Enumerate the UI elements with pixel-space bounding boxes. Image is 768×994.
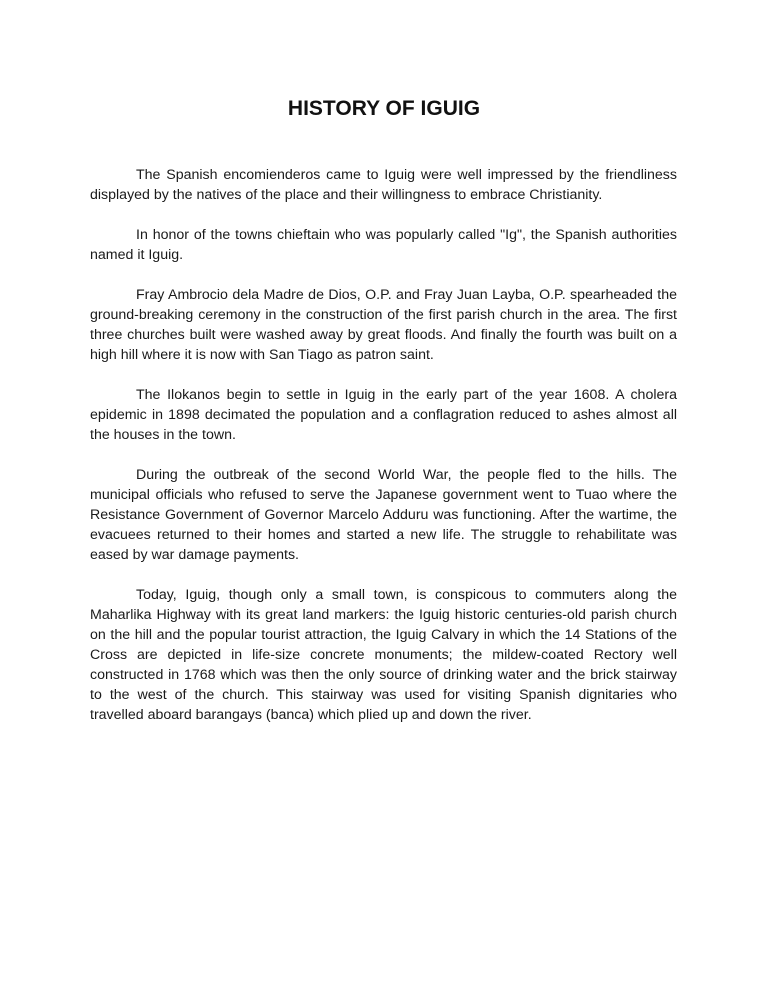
page-title: HISTORY OF IGUIG <box>287 97 481 120</box>
paragraph-parish-church: Fray Ambrocio dela Madre de Dios, O.P. and Fray Juan Layba, O.P. spearheaded the ground-breaking ceremony in the construction of the first parish church in the area. The first three churches built were washed away by great floods. And finally the fourth was built on a high hill where it is now with San Tiago as patron saint. <box>90 287 677 363</box>
paragraph-landmarks: Today, Iguig, though only a small town, is conspicous to commuters along the Maharlika Highway with its great land markers: the Iguig historic centuries-old parish church on the hill and the popular tourist attraction, the Iguig Calvary in which the 14 Stations of the Cross are depicted in life-size concrete monuments; the mildew-coated Rectory well constructed in 1768 which was then the only source of drinking water and the brick stairway to the west of the church. This stairway was used for visiting Spanish dignitaries who travelled aboard barangays (banca) which plied up and down the river. <box>90 587 677 723</box>
document-body <box>90 165 677 725</box>
paragraph-spanish-encomienderos: The Spanish encomienderos came to Iguig were well impressed by the friendliness displayed by the natives of the place and their willingness to embrace Christianity. <box>90 167 677 203</box>
paragraph-ilokanos-settlement: The Ilokanos begin to settle in Iguig in the early part of the year 1608. A cholera epidemic in 1898 decimated the population and a conflagration reduced to ashes almost all the houses in the town. <box>90 387 677 443</box>
paragraph-town-naming: In honor of the towns chieftain who was popularly called "Ig", the Spanish authorities named it Iguig. <box>90 227 677 263</box>
paragraph-world-war: During the outbreak of the second World War, the people fled to the hills. The municipal officials who refused to serve the Japanese government went to Tuao where the Resistance Government of Governor Marcelo Adduru was functioning. After the wartime, the evacuees returned to their homes and started a new life. The struggle to rehabilitate was eased by war damage payments. <box>90 467 677 563</box>
